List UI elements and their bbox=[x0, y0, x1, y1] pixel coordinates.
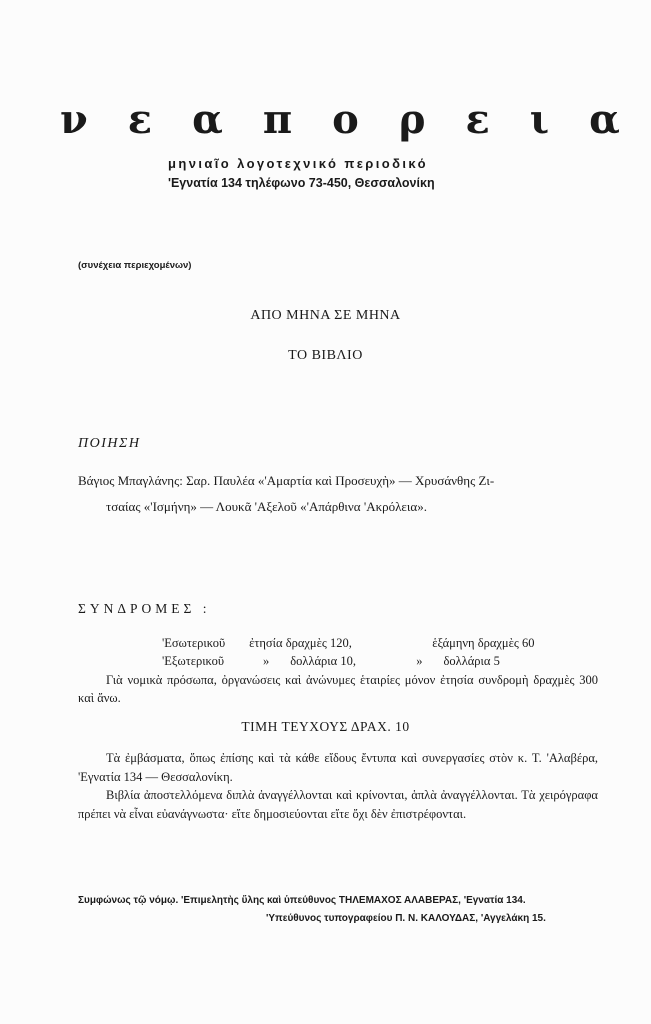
masthead-letter: ρ bbox=[398, 96, 426, 143]
poetry-line: τσαίας «'Ισμήνη» — Λουκᾶ 'Αξελοῦ «'Απάρθινα 'Ακρόλεια». bbox=[106, 499, 427, 514]
masthead-title bbox=[60, 96, 620, 143]
subscription-label: 'Εσωτερικοῦ bbox=[162, 636, 226, 650]
ditto-mark: » bbox=[263, 654, 270, 668]
subscription-half: δολλάρια 5 bbox=[443, 654, 500, 668]
masthead-letter: ε bbox=[465, 96, 490, 143]
masthead-letter: ν bbox=[60, 96, 88, 143]
subscription-annual: δολλάρια 10, bbox=[290, 654, 356, 668]
section-heading-book: ΤΟ ΒΙΒΛΙΟ bbox=[288, 348, 363, 363]
contents-continued-note: (συνέχεια περιεχομένων) bbox=[78, 260, 192, 271]
masthead-letter: π bbox=[262, 96, 293, 143]
footer-editor-line: Συμφώνως τῷ νόμῳ. 'Επιμελητὴς ὕλης καὶ ὑπεύθυνος ΤΗΛΕΜΑΧΟΣ ΑΛΑΒΕΡΑΣ, 'Εγνατία 134. bbox=[78, 895, 526, 906]
subscription-annual: ἐτησία δραχμὲς 120, bbox=[249, 636, 352, 650]
subscriptions-heading: ΣΥΝΔΡΟΜΕΣ : bbox=[78, 601, 211, 616]
issue-price: ΤΙΜΗ ΤΕΥΧΟΥΣ ΔΡΑΧ. 10 bbox=[241, 719, 410, 734]
poetry-entries bbox=[78, 468, 598, 520]
subscription-row-domestic bbox=[162, 636, 534, 651]
subscription-half: ἑξάμηνη δραχμὲς 60 bbox=[432, 636, 535, 650]
ditto-mark: » bbox=[416, 654, 423, 668]
poetry-heading: ΠΟΙΗΣΗ bbox=[78, 436, 141, 451]
masthead-letter: ι bbox=[529, 96, 550, 143]
masthead-letter: α bbox=[589, 96, 620, 143]
masthead-letter: α bbox=[192, 96, 223, 143]
masthead-subtitle: μηνιαῖο λογοτεχνικό περιοδικό bbox=[168, 156, 428, 171]
footer-printer-line: 'Υπεύθυνος τυπογραφείου Π. Ν. ΚΑΛΟΥΔΑΣ, 'Αγγελάκη 15. bbox=[266, 913, 546, 924]
masthead-address: 'Εγνατία 134 τηλέφωνο 73-450, Θεσσαλονίκη bbox=[168, 176, 435, 190]
legal-entities-note: Γιὰ νομικὰ πρόσωπα, ὀργανώσεις καὶ ἀνώνυμες ἑταιρίες μόνον ἐτησία συνδρομὴ δραχμὲς 300 καὶ ἄνω. bbox=[78, 673, 598, 705]
subscription-row-foreign bbox=[162, 654, 500, 669]
subscription-label: 'Εξωτερικοῦ bbox=[162, 654, 225, 668]
masthead-letter: ε bbox=[127, 96, 153, 143]
notice-paragraph: Βιβλία ἀποστελλόμενα διπλὰ ἀναγγέλλονται καὶ κρίνονται, ἁπλὰ ἀναγγέλλονται. Τὰ χειρόγραφα πρέπει νὰ εἶναι εὐανάγνωστα· εἴτε δημοσιεύονται εἴτε ὄχι δὲν ἐπιστρέφονται. bbox=[78, 788, 598, 821]
notice-paragraph: Τὰ ἐμβάσματα, ὅπως ἐπίσης καὶ τὰ κάθε εἴδους ἔντυπα καὶ συνεργασίες στὸν κ. Τ. 'Αλαβέρα, 'Εγνατία 134 — Θεσσαλονίκη. bbox=[78, 751, 598, 784]
poetry-line: Βάγιος Μπαγλάνης: Σαρ. Παυλέα «'Αμαρτία καὶ Προσευχὴ» — Χρυσάνθης Ζι- bbox=[78, 473, 495, 488]
section-heading-month: ΑΠΟ ΜΗΝΑ ΣΕ ΜΗΝΑ bbox=[250, 308, 401, 323]
masthead-letter: ο bbox=[332, 96, 359, 143]
